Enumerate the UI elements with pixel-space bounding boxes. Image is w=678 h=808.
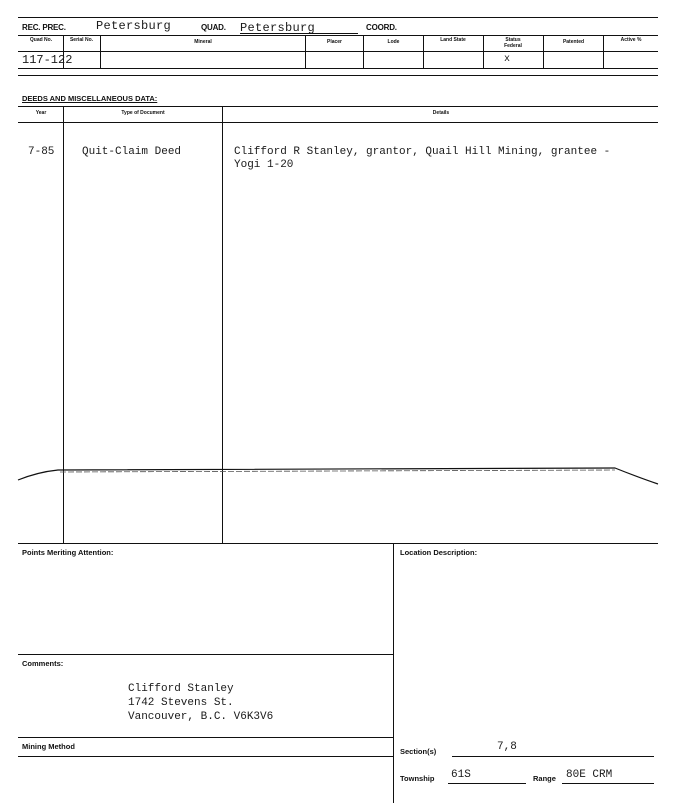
- deed-details-line-2: Yogi 1-20: [234, 159, 294, 171]
- township-underline: [448, 783, 526, 784]
- comments-line-1: Clifford Stanley: [128, 683, 234, 695]
- deeds-header-rule: [18, 122, 658, 123]
- deeds-col-year: Year: [35, 110, 47, 116]
- col-header-serial-no: Serial No.: [69, 37, 94, 43]
- deed-details-line-1: Clifford R Stanley, grantor, Quail Hill Mining, grantee -: [234, 146, 611, 158]
- col-header-lode: Lode: [387, 39, 400, 45]
- deeds-col-type: Type of Document: [121, 110, 165, 116]
- comments-line-3: Vancouver, B.C. V6K3V6: [128, 711, 274, 723]
- top-rule: [18, 17, 658, 18]
- col-header-patented: Patented: [562, 39, 585, 45]
- claim-table-row-rule: [18, 68, 658, 69]
- township-value: 61S: [451, 769, 471, 781]
- rec-prec-label: REC. PREC.: [22, 23, 66, 32]
- claim-table-bottom-rule: [18, 75, 658, 76]
- quad-value: Petersburg: [240, 21, 316, 35]
- claim-col-divider: [423, 35, 424, 68]
- deed-year: 7-85: [28, 146, 55, 158]
- col-header-status-federal: Status Federal: [504, 37, 522, 49]
- points-meriting-attention-label: Points Meriting Attention:: [22, 548, 114, 557]
- page-join-line: [0, 460, 678, 490]
- deed-type: Quit-Claim Deed: [82, 146, 182, 158]
- quad-serial-value: 117-122: [22, 53, 73, 67]
- range-underline: [562, 783, 654, 784]
- township-label: Township: [400, 774, 435, 783]
- deeds-top-rule: [18, 106, 658, 107]
- mining-method-top-rule: [18, 737, 393, 738]
- col-header-active: Active %: [620, 37, 642, 43]
- coord-label: COORD.: [366, 23, 397, 32]
- col-header-mineral: Mineral: [194, 39, 212, 45]
- comments-line-2: 1742 Stevens St.: [128, 697, 234, 709]
- deeds-col-details: Details: [432, 110, 450, 116]
- range-value: 80E CRM: [566, 769, 613, 781]
- comments-top-rule: [18, 654, 393, 655]
- sections-underline: [452, 756, 654, 757]
- comments-label: Comments:: [22, 659, 64, 668]
- quad-label: QUAD.: [201, 23, 226, 32]
- sections-value: 7,8: [497, 741, 517, 753]
- location-description-label: Location Description:: [400, 548, 478, 557]
- deeds-section-title: DEEDS AND MISCELLANEOUS DATA:: [22, 94, 158, 103]
- range-label: Range: [533, 774, 556, 783]
- col-header-placer: Placer: [326, 39, 342, 45]
- claim-table-header-rule: [18, 51, 658, 52]
- claim-col-divider: [483, 35, 484, 68]
- mining-method-bottom-rule: [18, 756, 393, 757]
- quad-underline: [240, 33, 358, 34]
- rec-prec-value: Petersburg: [96, 19, 172, 33]
- claim-col-divider: [603, 35, 604, 68]
- col-header-quad-no: Quad No.: [29, 37, 53, 43]
- sections-label: Section(s): [400, 747, 437, 756]
- col-header-land-state: Land State: [440, 37, 466, 43]
- lower-top-rule: [18, 543, 658, 544]
- mining-method-label: Mining Method: [22, 742, 75, 751]
- lower-col-divider: [393, 543, 394, 803]
- claim-table-top-rule: [18, 35, 658, 36]
- status-federal-mark: x: [504, 54, 511, 65]
